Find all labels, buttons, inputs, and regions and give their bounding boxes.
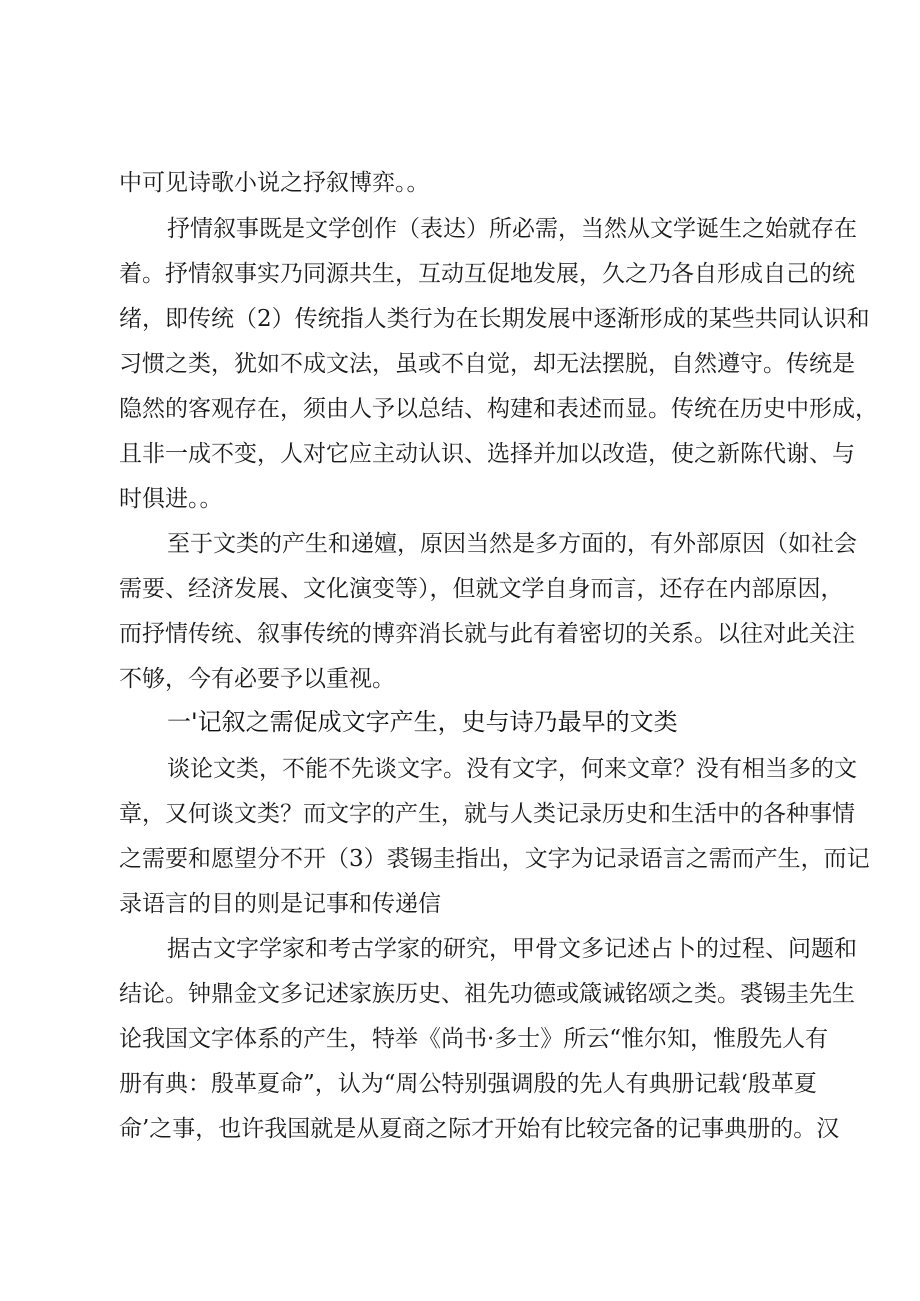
text-line: 而抒情传统、叙事传统的博弈消长就与此有着密切的关系。以往对此关注	[119, 621, 855, 647]
text-line: 册有典：殷革夏命”，认为“周公特别强调殷的先人有典册记载‘殷革夏	[119, 1071, 817, 1097]
text-line: 且非一成不变，人对它应主动认识、选择并加以改造，使之新陈代谢、与	[119, 441, 855, 467]
text-line: 抒情叙事既是文学创作（表达）所必需，当然从文学诞生之始就存在	[167, 216, 857, 242]
text-line: 绪，即传统（2）传统指人类行为在长期发展中逐渐形成的某些共同认识和	[119, 306, 870, 332]
text-line: 据古文字学家和考古学家的研究，甲骨文多记述占卜的过程、问题和	[167, 936, 857, 962]
text-line: 录语言的目的则是记事和传递信	[119, 891, 441, 917]
text-line: 之需要和愿望分不开（3）裘锡圭指出，文字为记录语言之需而产生，而记	[119, 846, 870, 872]
text-line: 章，又何谈文类？而文字的产生，就与人类记录历史和生活中的各种事情	[119, 801, 855, 827]
text-line: 不够，今有必要予以重视。	[119, 666, 395, 692]
text-line: 时俱进。。	[119, 486, 223, 512]
text-line: 中可见诗歌小说之抒叙博弈。。	[119, 170, 430, 196]
text-line: 论我国文字体系的产生，特举《尚书·多士》所云“惟尔知，惟殷先人有	[119, 1026, 829, 1052]
text-line: 命’之事，也许我国就是从夏商之际才开始有比较完备的记事典册的。汉	[119, 1116, 840, 1142]
text-line: 至于文类的产生和递嬗，原因当然是多方面的，有外部原因（如社会	[167, 531, 857, 557]
text-line: 需要、经济发展、文化演变等），但就文学自身而言，还存在内部原因，	[119, 576, 844, 602]
text-line: 习惯之类，犹如不成文法，虽或不自觉，却无法摆脱，自然遵守。传统是	[119, 351, 855, 377]
text-line: 隐然的客观存在，须由人予以总结、构建和表述而显。传统在历史中形成，	[119, 396, 878, 422]
text-line: 结论。钟鼎金文多记述家族历史、祖先功德或箴诫铭颂之类。裘锡圭先生	[119, 981, 855, 1007]
text-line: 谈论文类，不能不先谈文字。没有文字，何来文章？没有相当多的文	[167, 756, 857, 782]
text-line: 着。抒情叙事实乃同源共生，互动互促地发展，久之乃各自形成自己的统	[119, 261, 855, 287]
section-heading: 一'记叙之需促成文字产生，史与诗乃最早的文类	[167, 708, 678, 736]
